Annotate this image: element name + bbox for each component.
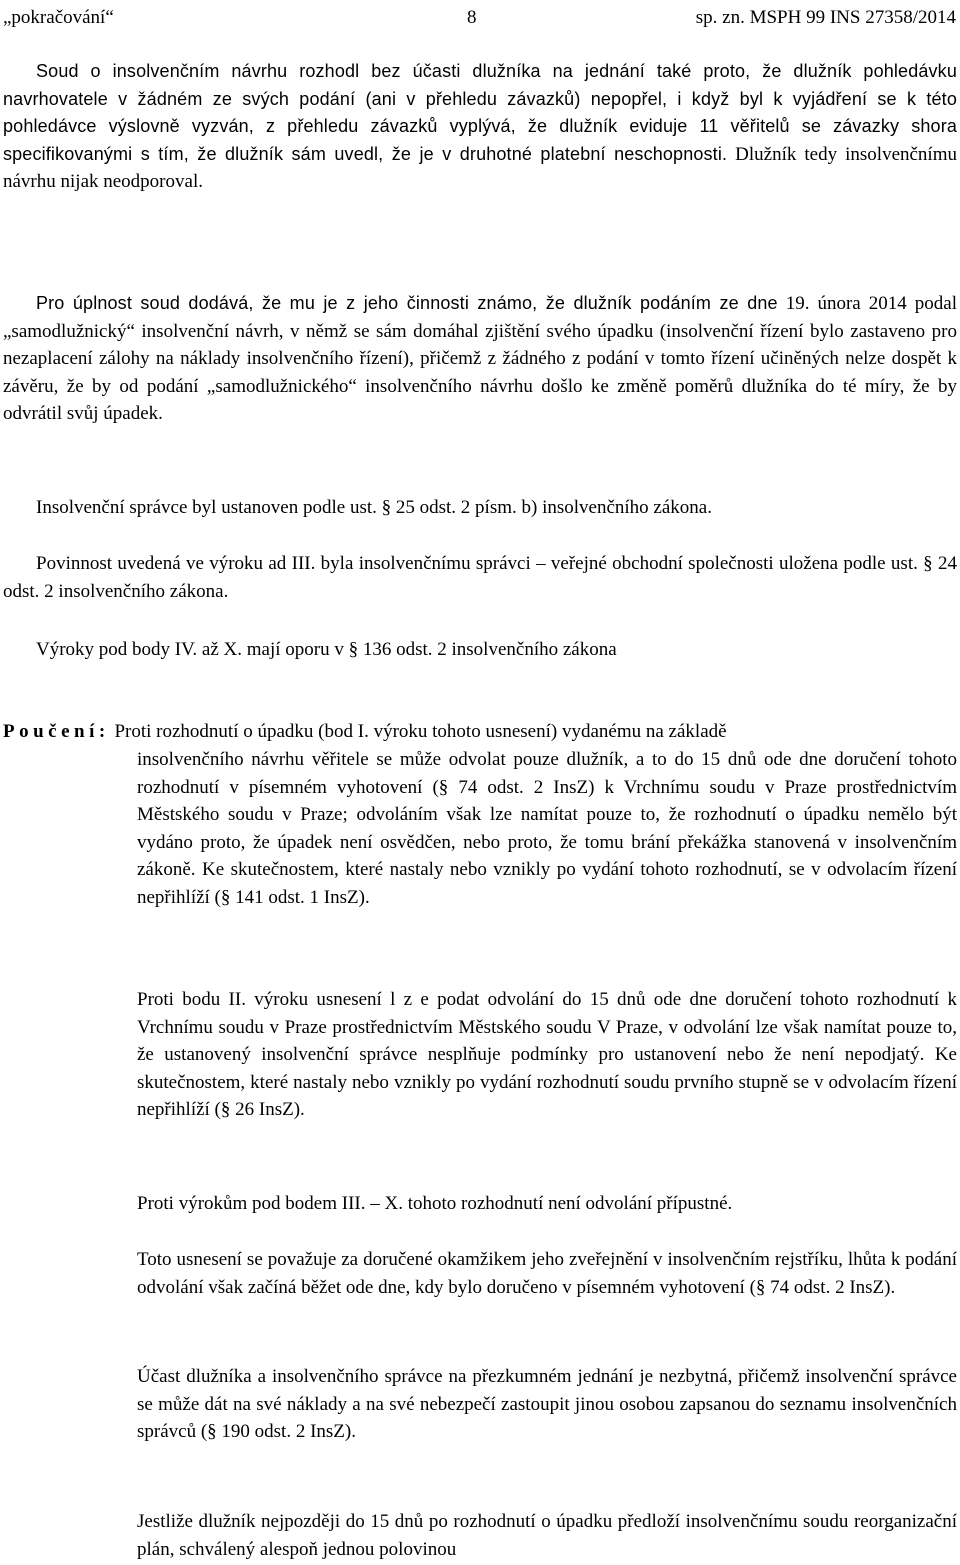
pouceni-first-text: Proti rozhodnutí o úpadku (bod I. výroku tohoto usnesení) vydanému na základě bbox=[109, 721, 727, 742]
paragraph-administrator: Insolvenční správce byl ustanoven podle ust. § 25 odst. 2 písm. b) insolvenčního zákona. bbox=[36, 497, 712, 518]
paragraph-undisputed-claim bbox=[3, 58, 957, 196]
pouceni-heading-line bbox=[3, 718, 957, 746]
pouceni-third: Proti výrokům pod bodem III. – X. tohoto rozhodnutí není odvolání přípustné. bbox=[137, 1193, 733, 1214]
page-header bbox=[0, 4, 960, 31]
paragraph-text: Soud o insolvenčním návrhu rozhodl bez účasti dlužníka na jednání také proto, že dlužník pohledávku navrhovatele v žádném ze svých podání (ani v přehledu závazků) nepopřel, i když byl k vyjádření se k této pohledávce výslovně vyzván, z přehledu závazků vyplývá, že dlužník eviduje 11 věřitelů se závazky shora specifikovanými s tím, že dlužník sám uvedl, že je v druhotné platební neschopnosti. bbox=[3, 61, 957, 164]
paragraph-statements: Výroky pod body IV. až X. mají oporu v § 136 odst. 2 insolvenčního zákona bbox=[36, 639, 617, 660]
paragraph-obligation: Povinnost uvedená ve výroku ad III. byla insolvenčnímu správci – veřejné obchodní společnosti uložena podle ust. § 24 odst. 2 insolvenčního zákona. bbox=[3, 553, 957, 602]
paragraph-text: Dlužník tedy insolvenčnímu návrhu nijak neodporoval. bbox=[3, 143, 957, 192]
continuation-label: „pokračování“ bbox=[3, 7, 114, 28]
paragraph-text: Pro úplnost soud dodává, že mu je z jeho činnosti známo, že dlužník podáním ze dne bbox=[36, 293, 778, 313]
case-number: sp. zn. MSPH 99 INS 27358/2014 bbox=[695, 7, 956, 28]
pouceni-label: Poučení: bbox=[3, 721, 110, 742]
pouceni-fifth: Účast dlužníka a insolvenčního správce na přezkumném jednání je nezbytná, přičemž insolvenční správce se může dát na své náklady a na své nebezpečí zastoupit jinou osobou zapsanou do seznamu insolvenčních správců (§ 190 odst. 2 InsZ). bbox=[137, 1366, 957, 1442]
pouceni-fourth: Toto usnesení se považuje za doručené okamžikem jeho zveřejnění v insolvenčním rejstříku, lhůta k podání odvolání však začíná běžet ode dne, kdy bylo doručeno v písemném vyhotovení (§ 74 odst. 2 InsZ). bbox=[137, 1249, 957, 1298]
page-number: 8 bbox=[467, 7, 477, 28]
paragraph-text: 19. února 2014 podal „samodlužnický“ insolvenční návrh, v němž se sám domáhal zjištění svého úpadku (insolvenční řízení bylo zastaveno pro nezaplacení zálohy na náklady insolvenčního řízení), přičemž z žádného z podání v tomto řízení učiněných nelze dospět k závěru, že by od podání „samodlužnického“ insolvenčního návrhu došlo ke změně poměrů dlužníka do té míry, že by odvrátil svůj úpadek. bbox=[3, 293, 957, 424]
pouceni-first-continuation: insolvenčního návrhu věřitele se může odvolat pouze dlužník, a to do 15 dnů ode dne doručení tohoto rozhodnutí v písemném vyhotovení (§ 74 odst. 2 InsZ) k Vrchnímu soudu v Praze prostřednictvím Městského soudu v Praze; odvoláním však lze namítat pouze to, že rozhodnutí o úpadku nemělo být vydáno proto, že úpadek není osvědčen, nebo proto, že tomu brání překážka stanovená v insolvenčním zákoně. Ke skutečnostem, které nastaly nebo vznikly po vydání tohoto rozhodnutí, se v odvolacím řízení nepřihlíží (§ 141 odst. 1 InsZ). bbox=[137, 749, 957, 908]
pouceni-second: Proti bodu II. výroku usnesení l z e podat odvolání do 15 dnů ode dne doručení tohoto rozhodnutí k Vrchnímu soudu v Praze prostřednictvím Městského soudu V Praze, v odvolání lze však namítat pouze to, že ustanovený insolvenční správce nesplňuje podmínky pro ustanovení nebo že není nepodjatý. Ke skutečnostem, které nastaly nebo vznikly po vydání rozhodnutí soudu prvního stupně se v odvolacím řízení nepřihlíží (§ 26 InsZ). bbox=[137, 989, 957, 1120]
paragraph-prior-petition bbox=[3, 290, 957, 428]
pouceni-sixth: Jestliže dlužník nejpozději do 15 dnů po rozhodnutí o úpadku předloží insolvenčnímu soudu reorganizační plán, schválený alespoň jednou polovinou bbox=[137, 1511, 957, 1560]
